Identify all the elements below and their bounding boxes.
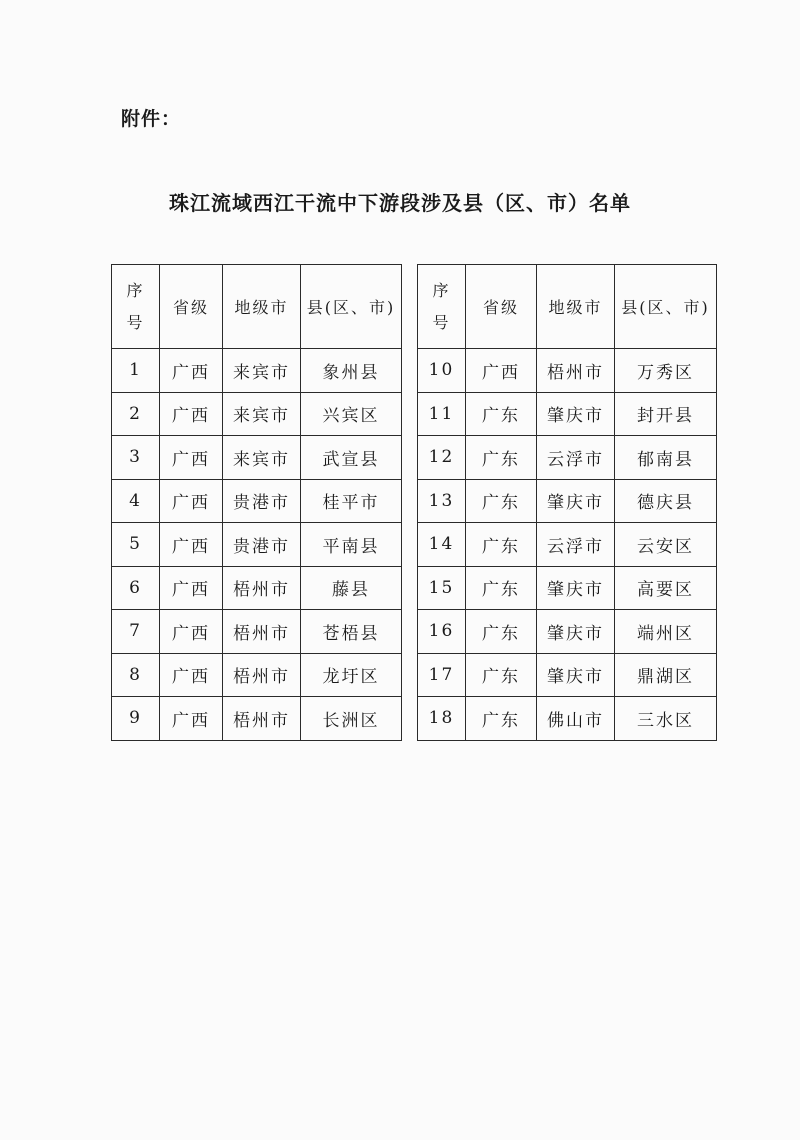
cell-city: 肇庆市 xyxy=(537,610,615,654)
table-row xyxy=(112,697,402,741)
table-row xyxy=(418,349,717,393)
cell-county: 象州县 xyxy=(301,349,402,393)
cell-city: 梧州市 xyxy=(223,566,301,610)
header-seq xyxy=(112,265,160,349)
county-table-right xyxy=(417,264,717,741)
cell-city: 云浮市 xyxy=(537,436,615,480)
header-county: 县(区、市) xyxy=(301,265,402,349)
cell-seq: 14 xyxy=(418,523,466,567)
cell-seq: 7 xyxy=(112,610,160,654)
table-header-row xyxy=(112,265,402,349)
header-seq-line1: 序 xyxy=(126,280,145,300)
table-row xyxy=(418,566,717,610)
cell-county: 长洲区 xyxy=(301,697,402,741)
header-seq-line1: 序 xyxy=(432,280,451,300)
cell-county: 德庆县 xyxy=(615,479,717,523)
cell-county: 封开县 xyxy=(615,392,717,436)
table-row xyxy=(112,610,402,654)
cell-seq: 5 xyxy=(112,523,160,567)
cell-province: 广东 xyxy=(466,610,537,654)
cell-city: 肇庆市 xyxy=(537,392,615,436)
cell-seq: 10 xyxy=(418,349,466,393)
table-body-right xyxy=(418,349,717,741)
table-row xyxy=(112,566,402,610)
cell-province: 广西 xyxy=(160,392,223,436)
table-row xyxy=(112,653,402,697)
county-table-left xyxy=(111,264,402,741)
header-seq-line2: 号 xyxy=(126,312,145,332)
cell-province: 广西 xyxy=(160,697,223,741)
cell-province: 广西 xyxy=(160,610,223,654)
table-row xyxy=(418,392,717,436)
cell-seq: 11 xyxy=(418,392,466,436)
cell-city: 云浮市 xyxy=(537,523,615,567)
cell-province: 广东 xyxy=(466,566,537,610)
header-county: 县(区、市) xyxy=(615,265,717,349)
table-row xyxy=(418,610,717,654)
cell-seq: 6 xyxy=(112,566,160,610)
cell-province: 广西 xyxy=(160,349,223,393)
cell-province: 广东 xyxy=(466,697,537,741)
cell-county: 桂平市 xyxy=(301,479,402,523)
cell-city: 梧州市 xyxy=(223,697,301,741)
cell-county: 藤县 xyxy=(301,566,402,610)
cell-seq: 3 xyxy=(112,436,160,480)
cell-seq: 17 xyxy=(418,653,466,697)
cell-city: 梧州市 xyxy=(223,653,301,697)
cell-province: 广西 xyxy=(160,566,223,610)
cell-county: 云安区 xyxy=(615,523,717,567)
cell-seq: 9 xyxy=(112,697,160,741)
cell-county: 端州区 xyxy=(615,610,717,654)
cell-city: 佛山市 xyxy=(537,697,615,741)
cell-county: 苍梧县 xyxy=(301,610,402,654)
header-city: 地级市 xyxy=(537,265,615,349)
cell-seq: 13 xyxy=(418,479,466,523)
cell-province: 广东 xyxy=(466,392,537,436)
cell-province: 广东 xyxy=(466,523,537,567)
document-title: 珠江流域西江干流中下游段涉及县（区、市）名单 xyxy=(169,191,631,215)
cell-county: 三水区 xyxy=(615,697,717,741)
table-body-left xyxy=(112,349,402,741)
cell-county: 高要区 xyxy=(615,566,717,610)
header-city: 地级市 xyxy=(223,265,301,349)
cell-province: 广西 xyxy=(160,523,223,567)
cell-seq: 18 xyxy=(418,697,466,741)
cell-city: 来宾市 xyxy=(223,436,301,480)
table-row xyxy=(418,653,717,697)
table-row xyxy=(112,436,402,480)
table-row xyxy=(112,523,402,567)
cell-province: 广西 xyxy=(160,479,223,523)
header-seq-line2: 号 xyxy=(432,312,451,332)
table-row xyxy=(418,523,717,567)
header-seq xyxy=(418,265,466,349)
cell-seq: 4 xyxy=(112,479,160,523)
cell-province: 广西 xyxy=(466,349,537,393)
cell-city: 肇庆市 xyxy=(537,566,615,610)
cell-seq: 15 xyxy=(418,566,466,610)
cell-province: 广东 xyxy=(466,479,537,523)
cell-county: 万秀区 xyxy=(615,349,717,393)
header-province: 省级 xyxy=(466,265,537,349)
cell-city: 梧州市 xyxy=(537,349,615,393)
cell-seq: 8 xyxy=(112,653,160,697)
cell-city: 肇庆市 xyxy=(537,653,615,697)
cell-city: 贵港市 xyxy=(223,523,301,567)
cell-province: 广西 xyxy=(160,653,223,697)
table-row xyxy=(418,436,717,480)
cell-city: 来宾市 xyxy=(223,349,301,393)
cell-county: 龙圩区 xyxy=(301,653,402,697)
cell-city: 肇庆市 xyxy=(537,479,615,523)
table-row xyxy=(112,392,402,436)
cell-county: 兴宾区 xyxy=(301,392,402,436)
cell-seq: 1 xyxy=(112,349,160,393)
table-header-row xyxy=(418,265,717,349)
attachment-label: 附件： xyxy=(121,108,182,130)
cell-seq: 16 xyxy=(418,610,466,654)
cell-county: 武宣县 xyxy=(301,436,402,480)
cell-seq: 12 xyxy=(418,436,466,480)
table-row xyxy=(112,479,402,523)
table-row xyxy=(418,697,717,741)
cell-city: 贵港市 xyxy=(223,479,301,523)
header-province: 省级 xyxy=(160,265,223,349)
cell-city: 来宾市 xyxy=(223,392,301,436)
cell-seq: 2 xyxy=(112,392,160,436)
cell-county: 郁南县 xyxy=(615,436,717,480)
table-row xyxy=(418,479,717,523)
cell-county: 平南县 xyxy=(301,523,402,567)
cell-province: 广东 xyxy=(466,436,537,480)
cell-city: 梧州市 xyxy=(223,610,301,654)
cell-province: 广西 xyxy=(160,436,223,480)
cell-county: 鼎湖区 xyxy=(615,653,717,697)
table-row xyxy=(112,349,402,393)
cell-province: 广东 xyxy=(466,653,537,697)
